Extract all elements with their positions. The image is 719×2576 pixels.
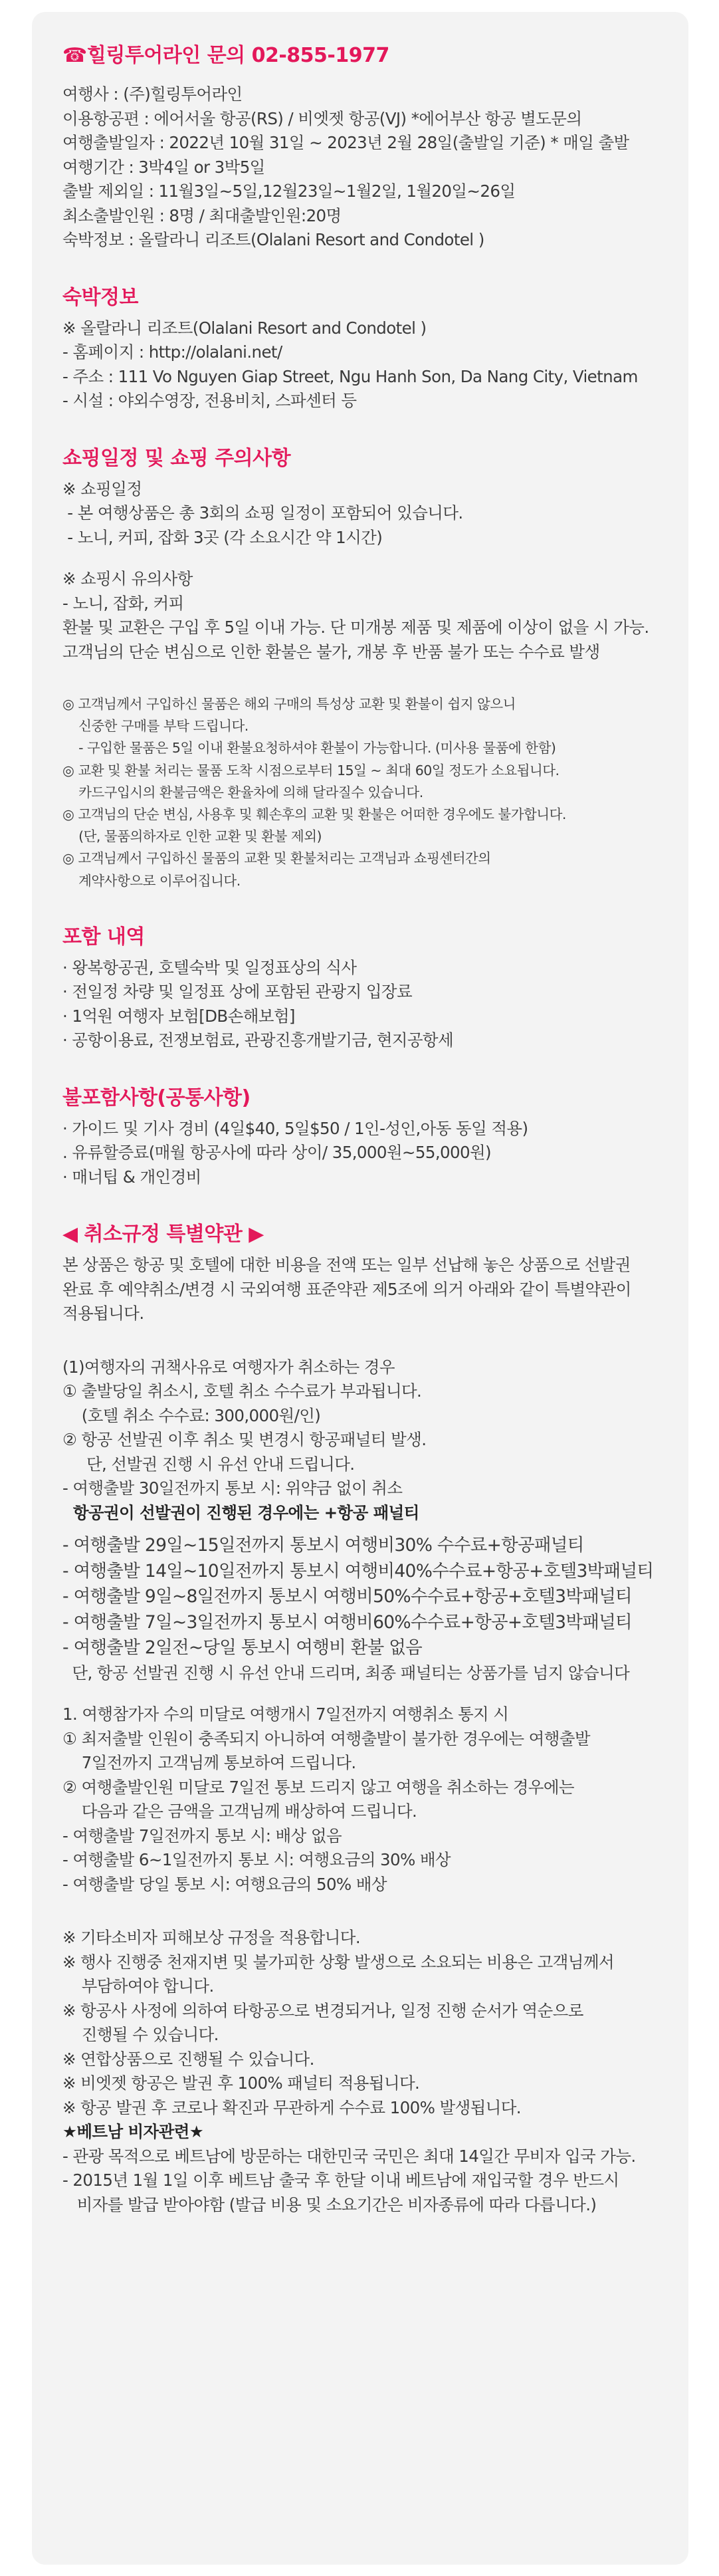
contact-phone-title[interactable]: ☎힐링투어라인 문의 02-855-1977 [62,44,389,67]
min-participants-line: 7일전까지 고객님께 통보하여 드립니다. [62,1753,356,1773]
traveler-cancel-line: ① 출발당일 취소시, 호텔 취소 수수료가 부과됩니다. [62,1381,422,1401]
excluded-item: · 매너팁 & 개인경비 [62,1167,201,1187]
shopping-schedule-line: ※ 쇼핑일정 [62,479,142,499]
shopping-schedule-line: - 본 여행상품은 총 3회의 쇼핑 일정이 포함되어 있습니다. [62,503,463,523]
accommodation-line: ※ 올랄라니 리조트(Olalani Resort and Condotel ) [62,318,427,338]
misc-note-line: ※ 행사 진행중 천재지변 및 불가피한 상황 발생으로 소요되는 비용은 고객님께서 [62,1952,614,1972]
shopping-note-line: ※ 쇼핑시 유의사항 [62,569,193,588]
info-line: 숙박정보 : 올랄라니 리조트(Olalani Resort and Condotel ) [62,230,484,249]
info-line: 여행사 : (주)힐링투어라인 [62,84,243,104]
included-section [62,923,658,1053]
content-card [32,12,688,2565]
accommodation-title: 숙박정보 [62,285,138,309]
min-participants-line: - 여행출발 6~1일전까지 통보 시: 여행요금의 30% 배상 [62,1850,451,1870]
min-participants-line: - 여행출발 7일전까지 통보 시: 배상 없음 [62,1825,342,1845]
cancellation-title: ◀ 취소규정 특별약관 ▶ [62,1223,264,1246]
included-title: 포함 내역 [62,925,145,949]
min-participants-line: - 여행출발 당일 통보 시: 여행요금의 50% 배상 [62,1874,387,1894]
traveler-cancel-line: 단, 선발권 진행 시 유선 안내 드립니다. [62,1454,355,1474]
fine-print-line: ◎ 고객님께서 구입하신 물품의 교환 및 환불처리는 고객님과 쇼핑센터간의 [62,850,491,867]
excluded-section [62,1084,658,1190]
shopping-schedule-line: - 노니, 커피, 잡화 3곳 (각 소요시간 약 1시간) [62,527,383,547]
traveler-cancel-line: ② 항공 선발권 이후 취소 및 변경시 항공패널티 발생. [62,1430,427,1450]
shopping-note-line: - 노니, 잡화, 커피 [62,593,184,613]
shopping-note-line: 환불 및 교환은 구입 후 5일 이내 가능. 단 미개봉 제품 및 제품에 이상이 없을 시 가능. [62,618,649,637]
misc-note-line: 진행될 수 있습니다. [62,2025,219,2045]
min-participants-line: 다음과 같은 금액을 고객님께 배상하여 드립니다. [62,1802,417,1821]
cancellation-intro-line: 완료 후 예약취소/변경 시 국외여행 표준약관 제5조에 의거 아래와 같이 특별약관이 [62,1279,631,1299]
shopping-note-line: 고객님의 단순 변심으로 인한 환불은 불가, 개봉 후 반품 불가 또는 수수료 발생 [62,642,600,661]
contact-section [62,41,658,253]
penalty-line: - 여행출발 14일~10일전까지 통보시 여행비40%수수료+항공+호텔3박패널티 [62,1560,654,1581]
info-line: 여행기간 : 3박4일 or 3박5일 [62,157,265,177]
fine-print-line: ◎ 고객님의 단순 변심, 사용후 및 훼손후의 교환 및 환불은 어떠한 경우에도 불가합니다. [62,806,566,823]
penalty-line: - 여행출발 7일~3일전까지 통보시 여행비60%수수료+항공+호텔3박패널티 [62,1611,632,1633]
accommodation-section [62,283,658,413]
fine-print-line: 카드구입시의 환불금액은 환율차에 의해 달라질수 있습니다. [62,784,423,800]
visa-heading: ★베트남 비자관련★ [62,2122,204,2142]
accommodation-homepage[interactable]: - 홈페이지 : http://olalani.net/ [62,342,282,362]
visa-line: - 관광 목적으로 베트남에 방문하는 대한민국 국민은 최대 14일간 무비자 입국 가능. [62,2146,636,2166]
visa-line: 비자를 발급 받아야함 (발급 비용 및 소요기간은 비자종류에 따라 다릅니다.) [62,2194,597,2214]
shopping-title: 쇼핑일정 및 쇼핑 주의사항 [62,446,291,470]
fine-print-line: 신중한 구매를 부탁 드립니다. [62,718,249,735]
included-item: · 공항이용료, 전쟁보험료, 관광진흥개발기금, 현지공항세 [62,1030,454,1050]
info-line: 최소출발인원 : 8명 / 최대출발인원:20명 [62,205,342,225]
traveler-cancel-line: - 여행출발 30일전까지 통보 시: 위약금 없이 취소 [62,1478,403,1498]
included-item: · 전일정 차량 및 일정표 상에 포함된 관광지 입장료 [62,982,413,1002]
min-participants-line: ② 여행출발인원 미달로 7일전 통보 드리지 않고 여행을 취소하는 경우에는 [62,1777,574,1797]
fine-print-line: (단, 물품의하자로 인한 교환 및 환불 제외) [62,828,322,845]
info-line: 이용항공편 : 에어서울 항공(RS) / 비엣젯 항공(VJ) *에어부산 항공 별도문의 [62,108,582,128]
excluded-item: . 유류할증료(매월 항공사에 따라 상이/ 35,000원~55,000원) [62,1143,492,1163]
info-line: 출발 제외일 : 11월3일~5일,12월23일~1월2일, 1월20일~26일 [62,181,516,201]
misc-note-line: ※ 항공사 사정에 의하여 타항공으로 변경되거나, 일정 진행 순서가 역순으로 [62,2000,583,2020]
misc-note-line: ※ 비엣젯 항공은 발권 후 100% 패널티 적용됩니다. [62,2073,420,2093]
tour-info-block [62,82,658,253]
shopping-fine-print [62,693,658,892]
misc-note-line: ※ 항공 발권 후 코로나 확진과 무관하게 수수료 100% 발생됩니다. [62,2097,521,2117]
misc-note-line: ※ 연합상품으로 진행될 수 있습니다. [62,2049,314,2069]
excluded-item: · 가이드 및 기사 경비 (4일$40, 5일$50 / 1인-성인,아동 동일 적용) [62,1118,528,1138]
fine-print-line: - 구입한 물품은 5일 이내 환불요청하셔야 환불이 가능합니다. (미사용 물품에 한함) [62,740,556,757]
included-item: · 1억원 여행자 보험[DB손해보험] [62,1006,295,1026]
fine-print-line: ◎ 고객님께서 구입하신 물품은 해외 구매의 특성상 교환 및 환불이 쉽지 않으니 [62,696,516,712]
accommodation-line: - 시설 : 야외수영장, 전용비치, 스파센터 등 [62,391,357,410]
included-item: · 왕복항공권, 호텔숙박 및 일정표상의 식사 [62,957,357,977]
misc-note-line: 부담하여야 합니다. [62,1976,214,1996]
traveler-cancel-line: (1)여행자의 귀책사유로 여행자가 취소하는 경우 [62,1357,395,1377]
traveler-cancel-line: (호텔 취소 수수료: 300,000원/인) [62,1405,321,1425]
shopping-section [62,444,658,892]
fine-print-line: ◎ 교환 및 환불 처리는 물품 도착 시점으로부터 15일 ~ 최대 60일 정도가 소요됩니다. [62,762,560,778]
excluded-title: 불포함사항(공통사항) [62,1086,251,1110]
min-participants-line: 1. 여행참가자 수의 미달로 여행개시 7일전까지 여행취소 통지 시 [62,1704,509,1724]
info-line: 여행출발일자 : 2022년 10월 31일 ~ 2023년 2월 28일(출발일 기준) * 매일 출발 [62,133,629,152]
misc-note-line: ※ 기타소비자 피해보상 규정을 적용합니다. [62,1928,361,1948]
cancellation-section [62,1220,658,2217]
fine-print-line: 계약사항으로 이루어집니다. [62,872,241,889]
cancellation-intro-line: 본 상품은 항공 및 호텔에 대한 비용을 전액 또는 일부 선납해 놓은 상품으로 선발권 [62,1255,631,1275]
penalty-line: - 여행출발 29일~15일전까지 통보시 여행비30% 수수료+항공패널티 [62,1535,584,1556]
min-participants-line: ① 최저출발 인원이 충족되지 아니하여 여행출발이 불가한 경우에는 여행출발 [62,1728,590,1748]
penalty-line: - 여행출발 9일~8일전까지 통보시 여행비50%수수료+항공+호텔3박패널티 [62,1586,632,1607]
accommodation-line: - 주소 : 111 Vo Nguyen Giap Street, Ngu Hanh Son, Da Nang City, Vietnam [62,366,638,386]
visa-line: - 2015년 1월 1일 이후 베트남 출국 후 한달 이내 베트남에 재입국할 경우 반드시 [62,2170,619,2190]
penalty-heading: 항공권이 선발권이 진행된 경우에는 +항공 패널티 [62,1502,419,1522]
penalty-line: - 여행출발 2일전~당일 통보시 여행비 환불 없음 [62,1637,423,1659]
penalty-note: 단, 항공 선발권 진행 시 유선 안내 드리며, 최종 패널티는 상품가를 넘지 않습니다 [62,1663,630,1683]
cancellation-intro-line: 적용됩니다. [62,1304,144,1324]
